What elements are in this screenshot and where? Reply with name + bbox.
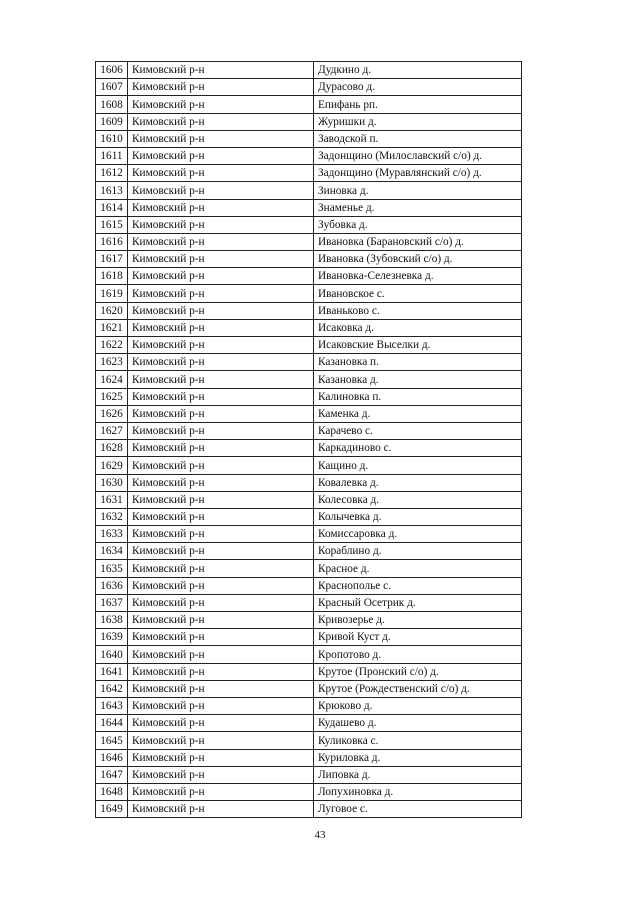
table-row: [96, 405, 522, 422]
row-number: 1617: [96, 251, 128, 268]
row-number: 1615: [96, 216, 128, 233]
table-row: [96, 113, 522, 130]
settlement-name: Ивановка (Барановский с/о) д.: [314, 233, 522, 250]
row-number: 1646: [96, 749, 128, 766]
table-row: [96, 680, 522, 697]
row-number: 1647: [96, 766, 128, 783]
row-number: 1633: [96, 526, 128, 543]
table-row: [96, 766, 522, 783]
district-name: Кимовский р-н: [128, 749, 314, 766]
row-number: 1610: [96, 130, 128, 147]
settlement-name: Журишки д.: [314, 113, 522, 130]
row-number: 1622: [96, 337, 128, 354]
settlement-name: Калиновка п.: [314, 388, 522, 405]
row-number: 1618: [96, 268, 128, 285]
district-name: Кимовский р-н: [128, 663, 314, 680]
settlement-name: Кудашево д.: [314, 715, 522, 732]
settlement-name: Задонщино (Милославский с/о) д.: [314, 147, 522, 164]
table-row: [96, 697, 522, 714]
table-body: [96, 62, 522, 818]
district-name: Кимовский р-н: [128, 268, 314, 285]
settlement-name: Крутое (Пронский с/о) д.: [314, 663, 522, 680]
table-row: [96, 199, 522, 216]
table-row: [96, 319, 522, 336]
row-number: 1645: [96, 732, 128, 749]
table-row: [96, 612, 522, 629]
district-name: Кимовский р-н: [128, 474, 314, 491]
row-number: 1643: [96, 697, 128, 714]
table-row: [96, 543, 522, 560]
table-row: [96, 62, 522, 79]
table-row: [96, 594, 522, 611]
district-name: Кимовский р-н: [128, 251, 314, 268]
row-number: 1638: [96, 612, 128, 629]
table-row: [96, 749, 522, 766]
district-name: Кимовский р-н: [128, 147, 314, 164]
row-number: 1614: [96, 199, 128, 216]
table-row: [96, 577, 522, 594]
district-name: Кимовский р-н: [128, 199, 314, 216]
row-number: 1608: [96, 96, 128, 113]
settlement-name: Кривозерье д.: [314, 612, 522, 629]
table-row: [96, 233, 522, 250]
district-name: Кимовский р-н: [128, 612, 314, 629]
table-row: [96, 388, 522, 405]
settlement-name: Красное д.: [314, 560, 522, 577]
table-row: [96, 251, 522, 268]
settlement-name: Колесовка д.: [314, 491, 522, 508]
settlements-table: [95, 61, 522, 818]
settlement-name: Красный Осетрик д.: [314, 594, 522, 611]
table-row: [96, 715, 522, 732]
table-row: [96, 801, 522, 818]
district-name: Кимовский р-н: [128, 96, 314, 113]
district-name: Кимовский р-н: [128, 440, 314, 457]
row-number: 1635: [96, 560, 128, 577]
district-name: Кимовский р-н: [128, 783, 314, 800]
district-name: Кимовский р-н: [128, 577, 314, 594]
settlement-name: Кривой Куст д.: [314, 629, 522, 646]
settlement-name: Исаковка д.: [314, 319, 522, 336]
district-name: Кимовский р-н: [128, 79, 314, 96]
settlement-name: Дудкино д.: [314, 62, 522, 79]
table-row: [96, 646, 522, 663]
settlement-name: Ивановка-Селезневка д.: [314, 268, 522, 285]
settlement-name: Комиссаровка д.: [314, 526, 522, 543]
district-name: Кимовский р-н: [128, 508, 314, 525]
settlement-name: Ивановка (Зубовский с/о) д.: [314, 251, 522, 268]
district-name: Кимовский р-н: [128, 697, 314, 714]
district-name: Кимовский р-н: [128, 646, 314, 663]
settlement-name: Знаменье д.: [314, 199, 522, 216]
district-name: Кимовский р-н: [128, 560, 314, 577]
settlement-name: Ковалевка д.: [314, 474, 522, 491]
settlement-name: Кащино д.: [314, 457, 522, 474]
row-number: 1630: [96, 474, 128, 491]
settlement-name: Казановка п.: [314, 354, 522, 371]
row-number: 1634: [96, 543, 128, 560]
district-name: Кимовский р-н: [128, 388, 314, 405]
table-row: [96, 440, 522, 457]
row-number: 1627: [96, 422, 128, 439]
settlement-name: Краснополье с.: [314, 577, 522, 594]
table-row: [96, 629, 522, 646]
row-number: 1616: [96, 233, 128, 250]
table-row: [96, 182, 522, 199]
settlement-name: Луговое с.: [314, 801, 522, 818]
district-name: Кимовский р-н: [128, 629, 314, 646]
settlement-name: Лопухиновка д.: [314, 783, 522, 800]
district-name: Кимовский р-н: [128, 732, 314, 749]
district-name: Кимовский р-н: [128, 491, 314, 508]
row-number: 1609: [96, 113, 128, 130]
district-name: Кимовский р-н: [128, 371, 314, 388]
row-number: 1621: [96, 319, 128, 336]
row-number: 1644: [96, 715, 128, 732]
table-row: [96, 457, 522, 474]
table-row: [96, 491, 522, 508]
table-row: [96, 560, 522, 577]
settlement-name: Колычевка д.: [314, 508, 522, 525]
district-name: Кимовский р-н: [128, 113, 314, 130]
row-number: 1619: [96, 285, 128, 302]
settlement-name: Кораблино д.: [314, 543, 522, 560]
row-number: 1648: [96, 783, 128, 800]
table-row: [96, 422, 522, 439]
table-row: [96, 783, 522, 800]
settlement-name: Карачево с.: [314, 422, 522, 439]
row-number: 1628: [96, 440, 128, 457]
table-row: [96, 354, 522, 371]
settlement-name: Иваньково с.: [314, 302, 522, 319]
table-row: [96, 337, 522, 354]
table-row: [96, 285, 522, 302]
table-row: [96, 147, 522, 164]
row-number: 1639: [96, 629, 128, 646]
settlement-name: Каменка д.: [314, 405, 522, 422]
district-name: Кимовский р-н: [128, 216, 314, 233]
district-name: Кимовский р-н: [128, 422, 314, 439]
table-row: [96, 130, 522, 147]
district-name: Кимовский р-н: [128, 457, 314, 474]
settlement-name: Казановка д.: [314, 371, 522, 388]
table-row: [96, 732, 522, 749]
row-number: 1632: [96, 508, 128, 525]
district-name: Кимовский р-н: [128, 526, 314, 543]
row-number: 1642: [96, 680, 128, 697]
row-number: 1641: [96, 663, 128, 680]
district-name: Кимовский р-н: [128, 165, 314, 182]
row-number: 1636: [96, 577, 128, 594]
row-number: 1607: [96, 79, 128, 96]
row-number: 1626: [96, 405, 128, 422]
table-row: [96, 371, 522, 388]
district-name: Кимовский р-н: [128, 337, 314, 354]
district-name: Кимовский р-н: [128, 594, 314, 611]
table-row: [96, 96, 522, 113]
row-number: 1620: [96, 302, 128, 319]
district-name: Кимовский р-н: [128, 354, 314, 371]
row-number: 1640: [96, 646, 128, 663]
district-name: Кимовский р-н: [128, 715, 314, 732]
settlement-name: Крутое (Рождественский с/о) д.: [314, 680, 522, 697]
row-number: 1625: [96, 388, 128, 405]
settlement-name: Липовка д.: [314, 766, 522, 783]
district-name: Кимовский р-н: [128, 233, 314, 250]
row-number: 1637: [96, 594, 128, 611]
row-number: 1606: [96, 62, 128, 79]
district-name: Кимовский р-н: [128, 801, 314, 818]
table-row: [96, 302, 522, 319]
row-number: 1611: [96, 147, 128, 164]
table-row: [96, 268, 522, 285]
district-name: Кимовский р-н: [128, 319, 314, 336]
row-number: 1623: [96, 354, 128, 371]
table-row: [96, 474, 522, 491]
settlement-name: Зиновка д.: [314, 182, 522, 199]
settlement-name: Задонщино (Муравлянский с/о) д.: [314, 165, 522, 182]
settlement-name: Куриловка д.: [314, 749, 522, 766]
page-number: 43: [314, 829, 326, 841]
row-number: 1624: [96, 371, 128, 388]
table-row: [96, 526, 522, 543]
settlement-name: Кропотово д.: [314, 646, 522, 663]
district-name: Кимовский р-н: [128, 130, 314, 147]
row-number: 1612: [96, 165, 128, 182]
table-row: [96, 508, 522, 525]
settlement-name: Крюково д.: [314, 697, 522, 714]
district-name: Кимовский р-н: [128, 766, 314, 783]
table-row: [96, 165, 522, 182]
settlement-name: Каркадиново с.: [314, 440, 522, 457]
settlement-name: Куликовка с.: [314, 732, 522, 749]
settlement-name: Епифань рп.: [314, 96, 522, 113]
district-name: Кимовский р-н: [128, 543, 314, 560]
settlement-name: Заводской п.: [314, 130, 522, 147]
district-name: Кимовский р-н: [128, 62, 314, 79]
settlement-name: Ивановское с.: [314, 285, 522, 302]
row-number: 1629: [96, 457, 128, 474]
district-name: Кимовский р-н: [128, 302, 314, 319]
district-name: Кимовский р-н: [128, 182, 314, 199]
table-row: [96, 216, 522, 233]
district-name: Кимовский р-н: [128, 680, 314, 697]
settlement-name: Исаковские Выселки д.: [314, 337, 522, 354]
table-row: [96, 79, 522, 96]
row-number: 1631: [96, 491, 128, 508]
row-number: 1613: [96, 182, 128, 199]
settlement-name: Зубовка д.: [314, 216, 522, 233]
district-name: Кимовский р-н: [128, 405, 314, 422]
table-row: [96, 663, 522, 680]
district-name: Кимовский р-н: [128, 285, 314, 302]
settlement-name: Дурасово д.: [314, 79, 522, 96]
row-number: 1649: [96, 801, 128, 818]
